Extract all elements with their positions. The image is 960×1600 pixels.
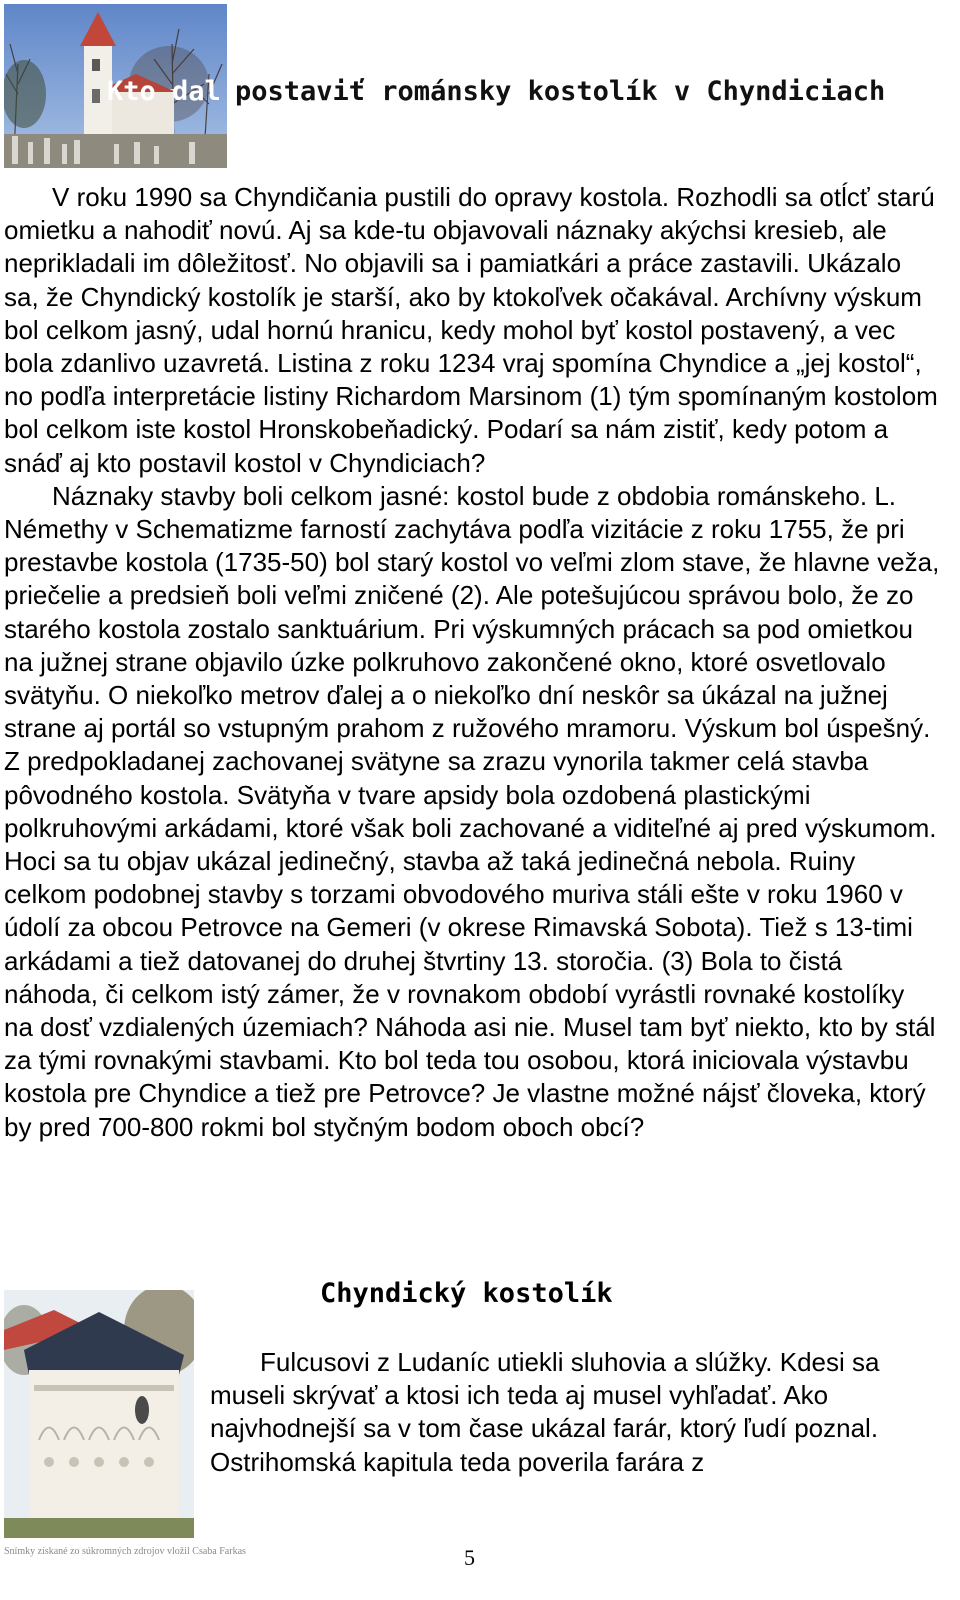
- title-text: postaviť románsky kostolík v Chyndiciach: [235, 76, 886, 107]
- chapel-photo: [4, 1290, 194, 1538]
- title-overlay-text: Kto dal: [107, 76, 221, 107]
- article-paragraph-2: Náznaky stavby boli celkom jasné: kostol bude z obdobia románskeho. L. Némethy v Schematizme farností zachytáva podľa vizitácie z roku 1755, že pri prestavbe kostola (1735-50) bol starý kostol vo veľmi zlom stave, že hlavne veža, priečelie a predsieň boli veľmi zničené (2). Ale potešujúcou správou bolo, že zo starého kostola zostalo sanktuárium. Pri výskumných prácach sa pod omietkou na južnej strane objavilo úzke polkruhovo zakončené okno, ktoré osvetlovalo svätyňu. O niekoľko metrov ďalej a o niekoľko dní neskôr sa úkázal na južnej strane aj portál so vstupným prahom z ružového mramoru. Výskum bol úspešný. Z predpokladanej zachovanej svätyne sa zrazu vynorila takmer celá stavba pôvodného kostola. Svätyňa v tvare apsidy bola ozdobená plastickými polkruhovými arkádami, ktoré však boli zachované a viditeľné aj pred výskumom. Hoci sa tu objav ukázal jedinečný, stavba až taká jedinečná nebola. Ruiny celkom podobnej stavby s torzami obvodového muriva stáli ešte v roku 1960 v údolí za obcou Petrovce na Gemeri (v okrese Rimavská Sobota). Tiež s 13-timi arkádami a tiež datovanej do druhej štvrtiny 13. storočia. (3) Bola to čistá náhoda, či celkom istý zámer, že v rovnakom období vyrástli rovnaké kostolíky na dosť vzdialených územiach? Náhoda asi nie. Musel tam byť niekto, kto by stál za tými rovnakými stavbami. Kto bol teda tou osobou, ktorá iniciovala výstavbu kostola pre Chyndice a tiež pre Petrovce? Je vlastne možné nájsť človeka, ktorý by pred 700-800 rokmi bol styčným bodom oboch obcí?: [4, 480, 940, 1142]
- section2-paragraph: Fulcusovi z Ludaníc utiekli sluhovia a slúžky. Kdesi sa museli skrývať a ktosi ich teda aj musel vyhľadať. Ako najvhodnejší sa v tom čase ukázal farár, ktorý ľudí poznal. Ostrihomská kapitula teda poverila farára z: [210, 1347, 880, 1477]
- section-title: Chyndický kostolík: [320, 1278, 613, 1309]
- chapel-photo-image: [4, 1290, 194, 1538]
- section2-body: [210, 1346, 945, 1479]
- photo-credit: Snímky získané zo súkromných zdrojov vložil Csaba Farkas: [4, 1546, 246, 1557]
- article-paragraph-1: V roku 1990 sa Chyndičania pustili do opravy kostola. Rozhodli sa otĺcť starú omietku a nahodiť novú. Aj sa kde-tu objavovali náznaky akýchsi kresieb, ale neprikladali im dôležitosť. No objavili sa i pamiatkári a práce zastavili. Ukázalo sa, že Chyndický kostolík je starší, ako by ktokoľvek očakával. Archívny výskum bol celkom jasný, udal hornú hranicu, kedy mohol byť kostol postavený, a vec bola zdanlivo uzavretá. Listina z roku 1234 vraj spomína Chyndice a „jej kostol“, no podľa interpretácie listiny Richardom Marsinom (1) tým spomínaným kostolom bol celkom iste kostol Hronskobeňadický. Podarí sa nám zistiť, kedy potom a snáď aj kto postavil kostol v Chyndiciach?: [4, 182, 938, 478]
- article-body: [4, 181, 940, 1144]
- page-number: 5: [464, 1545, 475, 1570]
